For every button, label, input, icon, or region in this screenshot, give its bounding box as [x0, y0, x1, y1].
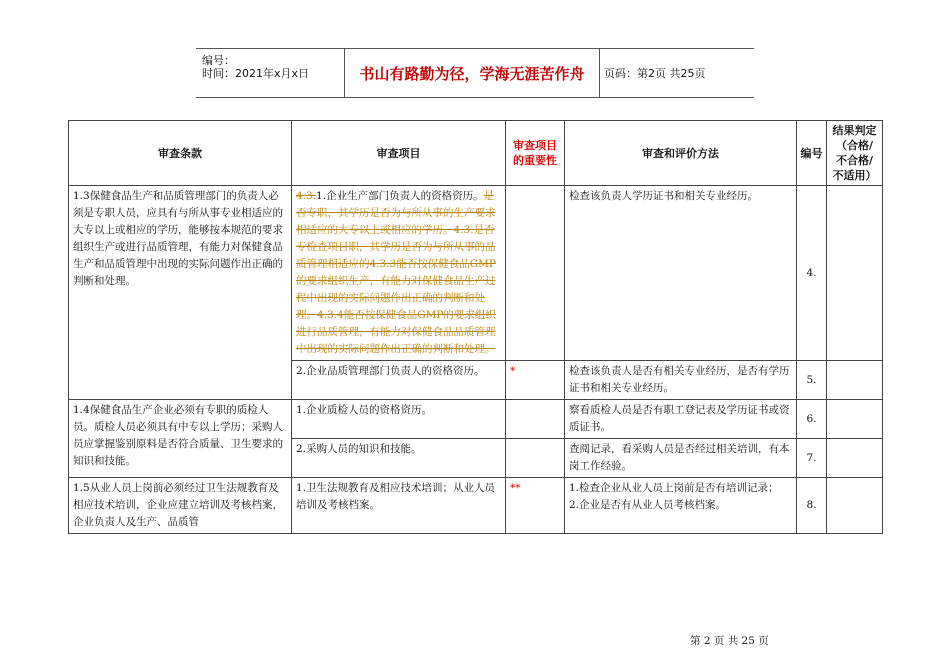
method-line: 1.检查企业从业人员上岗前是否有培训记录；: [569, 482, 779, 494]
item-cell: [292, 186, 506, 361]
importance-cell: *: [506, 361, 565, 400]
clause-cell: 1.4保健食品生产企业必须有专职的质检人员。质检人员必须具有中专以上学历；采购人员应掌握鉴别原料是否符合质量、卫生要求的知识和技能。: [69, 400, 292, 478]
header-result: 结果判定（合格/不合格/不适用）: [827, 121, 883, 186]
item-cell: 2.采购人员的知识和技能。: [292, 439, 506, 478]
importance-cell: [506, 186, 565, 361]
table-header-row: [69, 121, 883, 186]
page-footer: 第 2 页 共 25 页: [690, 635, 769, 647]
header-importance: 审查项目的重要性: [506, 121, 565, 186]
header-method: 审查和评价方法: [565, 121, 797, 186]
method-cell: [565, 478, 797, 534]
deleted-text: 是否专职，其学历是否为与所从事的生产要求相适应的大专以上或相应的学历。4.3.是否专检查项目职，其学历是否为与所从事的品质管理相适应的4.3.3能否按保健食品GMP的要求组织生产，有能力对保健食品生产过程中出现的实际问题作出正确的判断和处理。4.3.4能否按保健食品GMP的要求组织进行品质管理，有能力对保健食品品质管理中出现的实际问题作出正确的判断和处理。: [296, 190, 496, 355]
result-cell: [827, 478, 883, 534]
header-clause: 审查条款: [69, 121, 292, 186]
deleted-prefix: 4.3.: [296, 190, 317, 202]
result-cell: [827, 400, 883, 439]
method-cell: 检查该负责人是否有相关专业经历，是否有学历证书和相关专业经历。: [565, 361, 797, 400]
importance-cell: [506, 400, 565, 439]
header-motto: 书山有路勤为径，学海无涯苦作舟: [344, 49, 600, 97]
method-cell: 察看质检人员是否有职工登记表及学历证书或资质证书。: [565, 400, 797, 439]
item-text: 1.企业生产部门负责人的资格资历。: [316, 190, 484, 202]
result-cell: [827, 361, 883, 400]
item-cell: 2.企业品质管理部门负责人的资格资历。: [292, 361, 506, 400]
result-cell: [827, 439, 883, 478]
review-table: [68, 120, 883, 534]
table-row: [69, 400, 883, 439]
table-row: [69, 478, 883, 534]
method-cell: 查阅记录，看采购人员是否经过相关培训，有本岗工作经验。: [565, 439, 797, 478]
number-cell: 4.: [797, 186, 827, 361]
header-meta: [196, 49, 344, 97]
method-line: 2.企业是否有从业人员考核档案。: [569, 499, 727, 511]
result-cell: [827, 186, 883, 361]
header-number: 编号: [797, 121, 827, 186]
number-cell: 5.: [797, 361, 827, 400]
page-number-label: 页码：第2页 共25页: [604, 67, 706, 80]
table-row: [69, 186, 883, 361]
importance-cell: [506, 439, 565, 478]
number-label: 编号：: [202, 54, 235, 67]
item-cell: 1.卫生法规教育及相应技术培训；从业人员培训及考核档案。: [292, 478, 506, 534]
clause-cell: 1.5从业人员上岗前必须经过卫生法规教育及相应技术培训，企业应建立培训及考核档案，企业负责人及生产、品质管: [69, 478, 292, 534]
method-cell: 检查该负责人学历证书和相关专业经历。: [565, 186, 797, 361]
item-cell: 1.企业质检人员的资格资历。: [292, 400, 506, 439]
page-header: [196, 48, 754, 98]
time-label: 时间：2021年x月x日: [202, 67, 310, 80]
importance-cell: **: [506, 478, 565, 534]
number-cell: 7.: [797, 439, 827, 478]
header-item: 审查项目: [292, 121, 506, 186]
number-cell: 6.: [797, 400, 827, 439]
number-cell: 8.: [797, 478, 827, 534]
clause-cell: 1.3保健食品生产和品质管理部门的负责人必须是专职人员，应具有与所从事专业相适应的大专以上或相应的学历，能够按本规范的要求组织生产或进行品质管理，有能力对保健食品生产和品质管理中出现的实际问题作出正确的判断和处理。: [69, 186, 292, 400]
